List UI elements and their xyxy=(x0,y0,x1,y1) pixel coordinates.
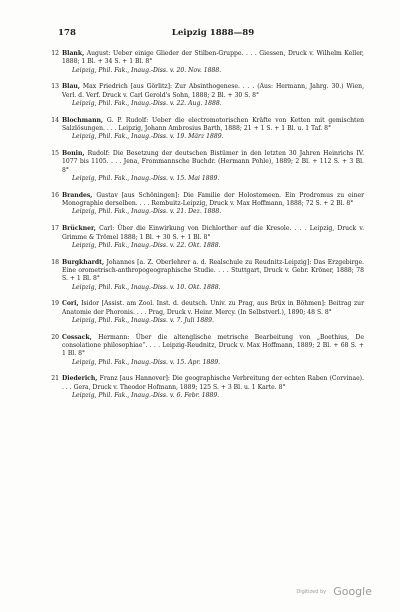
entry-number: 17 xyxy=(51,225,59,233)
entry-text xyxy=(62,117,364,134)
entry-dissertation-note: Leipzig, Phil. Fak., Inaug.-Diss. v. 22. Aug. 1888. xyxy=(72,99,222,107)
bibliography-entry xyxy=(51,50,364,75)
entry-body: Franz [aus Hannover]: Die geographische Verbreitung der echten Raben (Corvinae). . . . Gera, Druck v. Theodor Hofmann, 1889; 125 S. + 3 Bl. u. 1 Karte. 8° xyxy=(62,375,364,391)
entry-text xyxy=(62,334,364,359)
entry-dissertation-note: Leipzig, Phil. Fak., Inaug.-Diss. v. 22. Okt. 1888. xyxy=(72,241,221,249)
page-number: 178 xyxy=(58,28,76,38)
entry-dissertation-note: Leipzig, Phil. Fak., Inaug.-Diss. v. 10. Okt. 1888. xyxy=(72,283,221,291)
google-logo: Google xyxy=(333,585,372,598)
bibliography-entry xyxy=(51,258,365,292)
bibliography-entry xyxy=(51,225,364,250)
entry-author: Burgkhardt, xyxy=(62,258,105,266)
entry-dissertation-note: Leipzig, Phil. Fak., Inaug.-Diss. v. 15. Mai 1889. xyxy=(72,175,220,183)
bibliography-entry xyxy=(51,150,365,183)
entry-body: August: Ueber einige Glieder der Stilben-Gruppe. . . . Giessen, Druck v. Wilhelm Keller, 1888; 1 Bl. + 34 S. + 1 Bl. 8° xyxy=(62,50,364,66)
entry-number: 15 xyxy=(51,150,59,158)
entry-author: Bonin, xyxy=(62,150,85,158)
bibliography-entry xyxy=(51,116,365,142)
bibliography-list xyxy=(51,50,365,400)
entry-text xyxy=(62,83,364,100)
entry-number: 13 xyxy=(51,83,59,91)
entry-body: G. P. Rudolf: Ueber die electromotorischen Kräfte von Ketten mit gemischten Salzlösungen. . . . Leipzig, Johann Ambrosius Barth, 1888; 21 + 1 S. + 1 Bl. u. 1 Taf. 8° xyxy=(62,116,365,133)
entry-author: Blochmann, xyxy=(62,116,104,124)
watermark-prefix: Digitized by xyxy=(296,588,327,595)
bibliography-entry xyxy=(51,83,365,108)
entry-text xyxy=(62,225,364,242)
entry-text xyxy=(62,300,364,317)
entry-author: Brückner, xyxy=(62,225,96,233)
entry-author: Diederich, xyxy=(62,375,98,383)
entry-body: Gustav [aus Schöningen]: Die Familie der Holostomeen. Ein Prodromus zu einer Monographie derselben. . . . Rembuitz-Leipzig, Druck v. Max Hoffmann, 1888; 72 S. + 2 Bl. 8° xyxy=(62,191,365,208)
entry-dissertation-note: Leipzig, Phil. Fak., Inaug.-Diss. v. 21. Dez. 1888. xyxy=(72,208,222,216)
bibliography-entry xyxy=(51,300,365,325)
entry-body: Max Friedrich [aus Görlitz]: Zur Absinthogenese. . . . (Aus: Hermann, Jahrg. 30.) Wien, Verl. d. Verf. Druck v. Carl Gerold's Sohn, 1888; 2 Bl. + 30 S. 8° xyxy=(62,83,365,99)
digitized-watermark xyxy=(296,581,372,600)
entry-body: Rudolf: Die Besetzung der deutschen Bistümer in den letzten 30 Jahren Heinrichs IV. 1077 bis 1105. . . . Jena, Frommannsche Buchdr. (Hermann Pohle), 1889; 2 Bl. + 112 S. + 3 Bl. 8° xyxy=(62,150,365,174)
entry-author: Cori, xyxy=(62,300,79,308)
entry-dissertation-note: Leipzig, Phil. Fak., Inaug.-Diss. v. 6. Febr. 1889. xyxy=(72,392,220,399)
entry-number: 16 xyxy=(51,191,59,199)
entry-dissertation-note: Leipzig, Phil. Fak., Inaug.-Diss. v. 15. Apr. 1889. xyxy=(72,358,221,366)
bibliography-entry xyxy=(51,191,365,217)
entry-dissertation-note: Leipzig, Phil. Fak., Inaug.-Diss. v. 20. Nov. 1888. xyxy=(72,66,222,74)
entry-number: 14 xyxy=(51,116,59,124)
bibliography-entry xyxy=(51,375,364,400)
entry-number: 20 xyxy=(51,333,59,341)
entry-number: 12 xyxy=(51,50,59,57)
entry-author: Blau, xyxy=(62,83,80,91)
bibliography-entry xyxy=(51,333,365,367)
page-header xyxy=(58,28,364,42)
entry-text xyxy=(62,375,364,392)
entry-text xyxy=(62,50,364,67)
entry-dissertation-note: Leipzig, Phil. Fak., Inaug.-Diss. v. 7. Juli 1889. xyxy=(72,316,214,324)
entry-number: 18 xyxy=(51,258,59,266)
entry-body: Carl: Über die Einwirkung von Dichlorther auf die Kresole. . . . Leipzig, Druck v. Grimme & Trömel 1888; 1 Bl. + 30 S. + 1 Bl. 8° xyxy=(62,225,364,241)
entry-number: 19 xyxy=(51,300,59,308)
entry-text xyxy=(62,192,364,209)
running-title: Leipzig 1888—89 xyxy=(171,28,255,38)
entry-author: Blank, xyxy=(62,50,85,57)
entry-body: Johannes [a. Z. Oberlehrer a. d. Realschule zu Reudnitz-Leipzig]: Das Erzgebirge. Eine orometrisch-anthropogeographische Studie. . . . Stuttgart, Druck v. Gebr. Kröner, 1888; 78 S. + 1 Bl. 8° xyxy=(62,258,365,283)
entry-body: Hermann: Über die altenglische metrische Bearbeitung von „Boethius, De consolatione philosophiae“. . . . Leipzig-Reudnitz, Druck v. Max Hoffmann, 1889; 2 Bl. + 68 S. + 1 Bl. 8° xyxy=(62,333,365,358)
entry-dissertation-note: Leipzig, Phil. Fak., Inaug.-Diss. v. 19. März 1889. xyxy=(72,133,224,141)
entry-body: Isidor [Assist. am Zool. Inst. d. deutsch. Univ. zu Prag, aus Brüx in Böhmen]: Beitrag zur Anatomie der Phoronis. . . . Prag, Druck v. Heinr. Mercy. (In Selbstverl.), 1890; 48 S. 8° xyxy=(62,300,365,316)
entry-text xyxy=(62,150,364,175)
entry-author: Brandes, xyxy=(62,191,93,199)
entry-number: 21 xyxy=(51,375,59,383)
entry-text xyxy=(62,259,364,284)
page xyxy=(51,28,365,409)
entry-author: Cossack, xyxy=(62,333,92,341)
